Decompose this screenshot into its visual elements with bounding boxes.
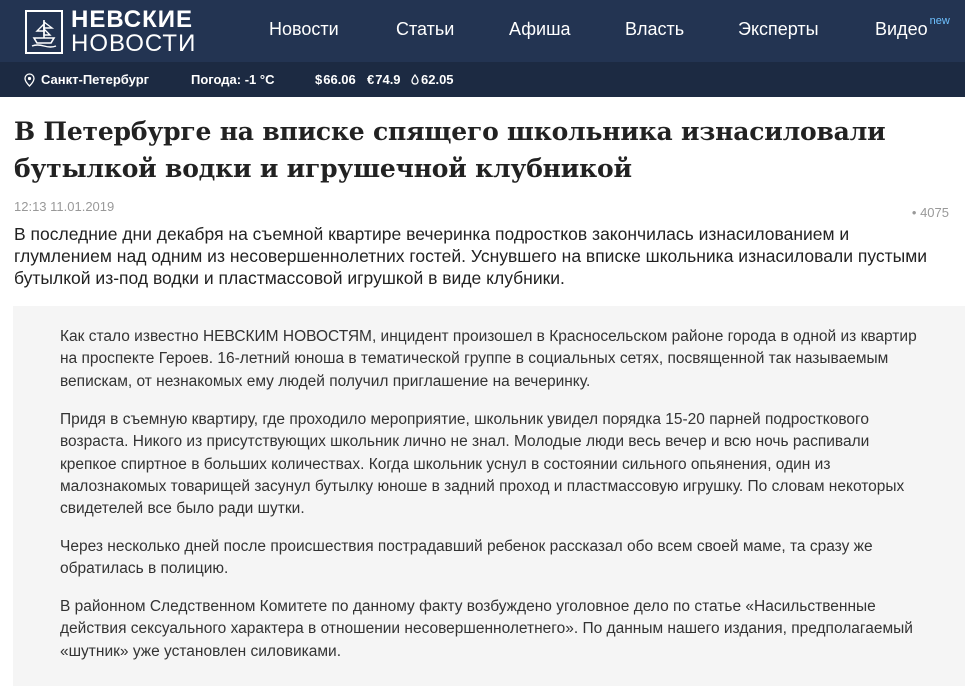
usd-value: 66.06 xyxy=(323,72,356,87)
logo-line-1: НЕВСКИЕ xyxy=(71,6,193,33)
nav-item-video-label: Видео xyxy=(875,19,928,39)
nav-item-power[interactable]: Власть xyxy=(625,19,685,39)
nav-item-experts[interactable]: Эксперты xyxy=(738,19,819,39)
dollar-icon: $ xyxy=(315,72,323,87)
article-paragraph: Придя в съемную квартиру, где проходило мероприятие, школьник увидел порядка 15-20 парней подросткового возраста. Никого из присутствующих школьник лично не знал. Молодые люди весь вечер и всю ночь распивали крепкое спиртное в больших количествах. Когда школьник уснул в состоянии сильного опьянения, один из малознакомых товарищей засунул бутылку юноше в задний проход и пластмассовую игрушку. По словам некоторых свидетелей все было ради шутки. xyxy=(60,411,905,518)
article-paragraph: Через несколько дней после происшествия пострадавший ребенок рассказал обо всем своей маме, та сразу же обратилась в полицию. xyxy=(60,538,873,578)
oil-rate xyxy=(411,72,454,87)
oil-drop-icon xyxy=(411,74,419,85)
nav-item-news[interactable]: Новости xyxy=(269,19,339,39)
usd-rate xyxy=(315,72,356,87)
new-badge: new xyxy=(929,15,950,27)
article-paragraph: В районном Следственном Комитете по данному факту возбуждено уголовное дело по статье «Насильственные действия сексуального характера в отношении несовершеннолетнего». По данным нашего издания, предполагаемый «шутник» уже установлен силовиками. xyxy=(60,598,913,660)
article-paragraph: Как стало известно НЕВСКИМ НОВОСТЯМ, инцидент произошел в Красносельском районе города в одной из квартир на проспекте Героев. 16-летний юноша в тематической группе в социальных сетях, посвященной так называемым вепискам, от незнакомых ему людей получил приглашение на вечеринку. xyxy=(60,328,917,390)
article-date: 12:13 11.01.2019 xyxy=(14,199,115,214)
location-pin-icon xyxy=(24,73,35,87)
article-title: В Петербурге на вписке спящего школьника изнасиловали бутылкой водки и игрушечной клубникой xyxy=(14,117,886,183)
logo-line-2: НОВОСТИ xyxy=(71,30,197,57)
nav-item-articles[interactable]: Статьи xyxy=(396,19,455,39)
weather xyxy=(191,72,274,87)
nav-item-video[interactable] xyxy=(875,15,950,40)
weather-label: Погода: -1 °C xyxy=(191,72,275,87)
article-body xyxy=(13,306,965,686)
nav-item-afisha[interactable]: Афиша xyxy=(509,19,571,39)
city-selector[interactable] xyxy=(24,72,149,87)
article xyxy=(0,113,965,289)
eur-value: 74.9 xyxy=(375,72,401,87)
eur-rate xyxy=(367,72,401,87)
city-label: Санкт-Петербург xyxy=(41,72,150,87)
info-bar xyxy=(0,62,965,97)
top-navigation-bar xyxy=(0,0,965,62)
oil-value: 62.05 xyxy=(421,72,454,87)
view-count: • 4075 xyxy=(911,205,949,220)
article-meta xyxy=(14,199,951,221)
main-nav xyxy=(0,0,965,62)
article-lead: В последние дни декабря на съемной квартире вечеринка подростков закончилась изнасилованием и глумлением над одним из несовершеннолетних гостей. Уснувшего на вписке школьника изнасиловали пустыми бутылкой из-под водки и пластмассовой игрушкой в виде клубники. xyxy=(14,224,928,288)
euro-icon: € xyxy=(367,72,375,87)
